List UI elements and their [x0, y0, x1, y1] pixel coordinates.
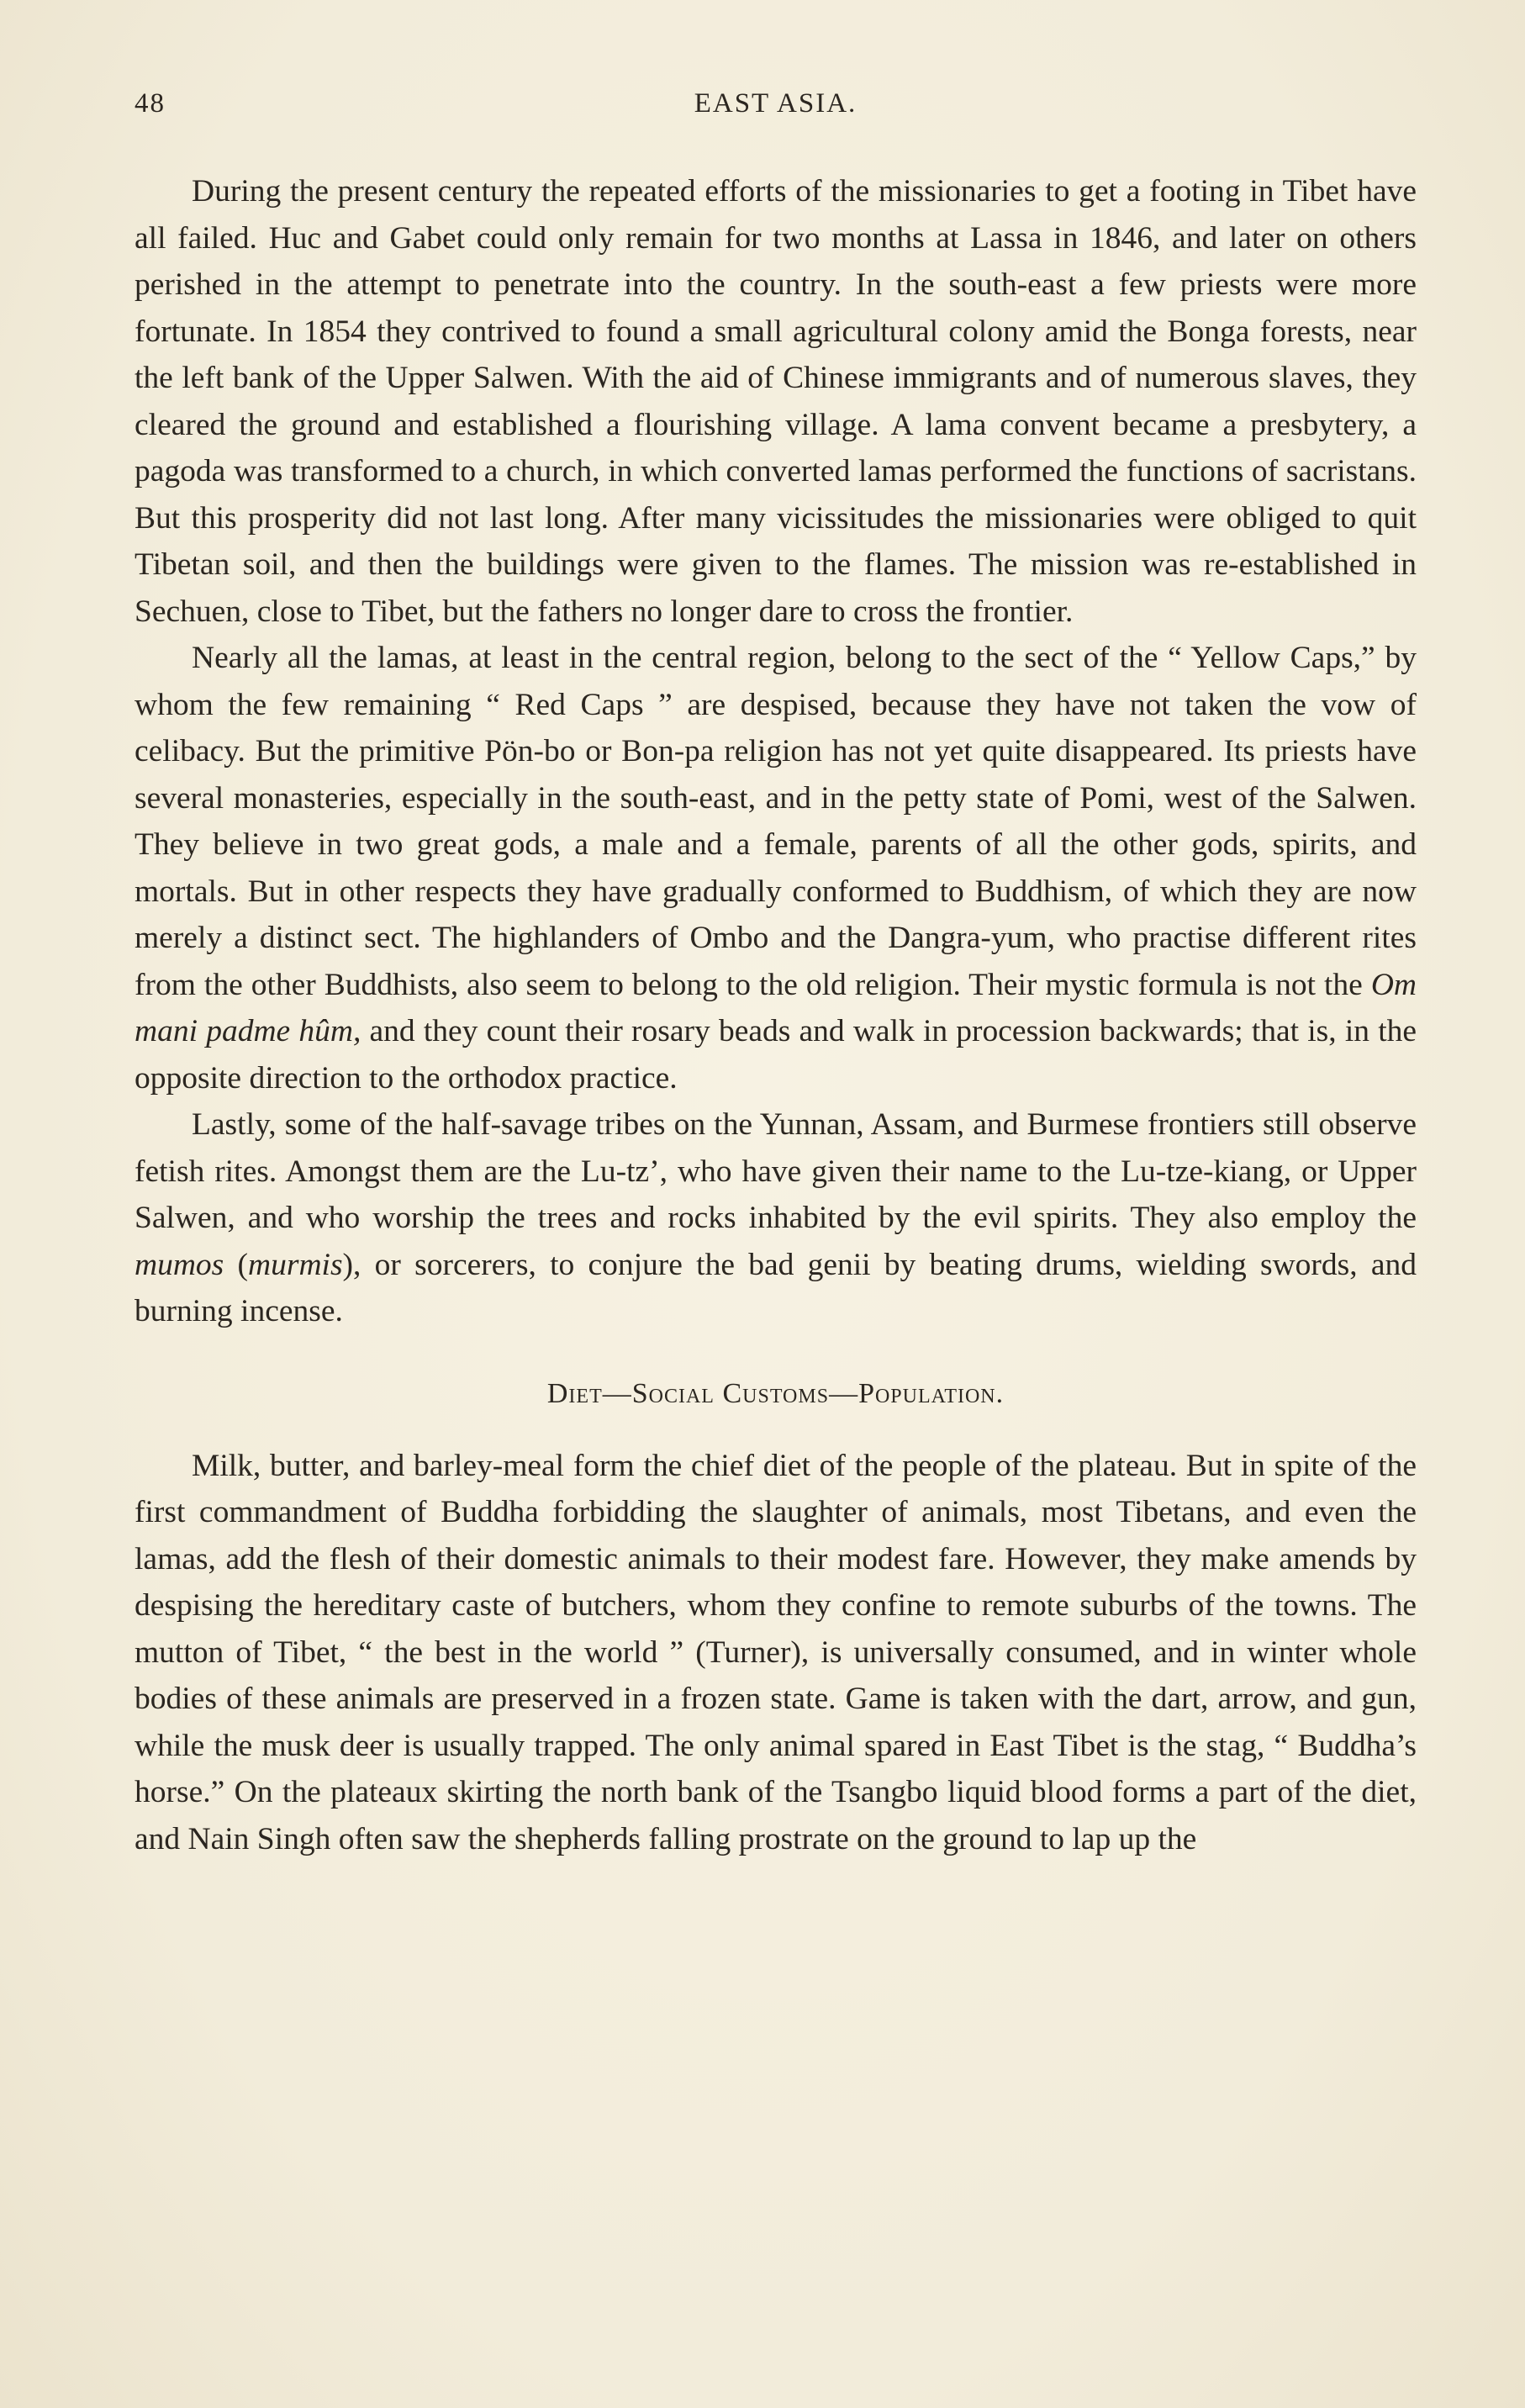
body-text — [135, 168, 1417, 1862]
running-title: EAST ASIA. — [694, 88, 857, 119]
section-heading: Diet—Social Customs—Population. — [546, 1377, 1005, 1409]
italic-mystic-formula: Om mani padme hûm, — [135, 967, 1417, 1048]
paragraph-lamas-sects: Nearly all the lamas, at least in the central region, belong to the sect of the “ Yellow Caps,” by whom the few remaining “ Red Caps ” are despised, because they have not taken the vow of celibacy. But the primitive Pön-bo or Bon-pa religion has not yet quite disappeared. Its priests have several monasteries, especially in the south-east, and in the petty state of Pomi, west of the Salwen. They believe in two great gods, a male and a female, parents of all the other gods, spirits, and mortals. But in other respects they have gradually conformed to Buddhism, of which they are now merely a distinct sect. The highlanders of Ombo and the Dangra-yum, who practise different rites from the other Buddhists, also seem to belong to the old religion. Their mystic formula is not the Om mani padme hûm, and they count their rosary beads and walk in procession backwards; that is, in the opposite direction to the orthodox practice. — [135, 641, 1417, 1096]
page-number: 48 — [135, 88, 166, 119]
italic-mumos: mumos — [135, 1247, 224, 1282]
paragraph-fetish-rites: Lastly, some of the half-savage tribes on the Yunnan, Assam, and Burmese frontiers still observe fetish rites. Amongst them are the Lu-tz’, who have given their name to the Lu-tze-kiang, or Upper Salwen, and who worship the trees and rocks inhabited by the evil spirits. They also employ the mumos (murmis), or sorcerers, to conjure the bad genii by beating drums, wielding swords, and burning incense. — [135, 1107, 1417, 1328]
italic-murmis: murmis — [248, 1247, 343, 1282]
paragraph-diet: Milk, butter, and barley-meal form the chief diet of the people of the plateau. But in spite of the first commandment of Buddha forbidding the slaughter of animals, most Tibetans, and even the lamas, add the flesh of their domestic animals to their modest fare. However, they make amends by despising the hereditary caste of butchers, whom they confine to remote suburbs of the towns. The mutton of Tibet, “ the best in the world ” (Turner), is universally consumed, and in winter whole bodies of these animals are preserved in a frozen state. Game is taken with the dart, arrow, and gun, while the musk deer is usually trapped. The only animal spared in East Tibet is the stag, “ Buddha’s horse.” On the plateaux skirting the north bank of the Tsangbo liquid blood forms a part of the diet, and Nain Singh often saw the shepherds falling prostrate on the ground to lap up the — [135, 1448, 1417, 1856]
page-header — [135, 88, 1417, 130]
paragraph-missionaries: During the present century the repeated efforts of the missionaries to get a footing in Tibet have all failed. Huc and Gabet could only remain for two months at Lassa in 1846, and later on others perished in the attempt to penetrate into the country. In the south-east a few priests were more fortunate. In 1854 they contrived to found a small agricultural colony amid the Bonga forests, near the left bank of the Upper Salwen. With the aid of Chinese immigrants and of numerous slaves, they cleared the ground and established a flourishing village. A lama convent became a presbytery, a pagoda was transformed to a church, in which converted lamas performed the functions of sacristans. But this prosperity did not last long. After many vicissitudes the missionaries were obliged to quit Tibetan soil, and then the buildings were given to the flames. The mission was re-established in Sechuen, close to Tibet, but the fathers no longer dare to cross the frontier. — [135, 174, 1417, 629]
